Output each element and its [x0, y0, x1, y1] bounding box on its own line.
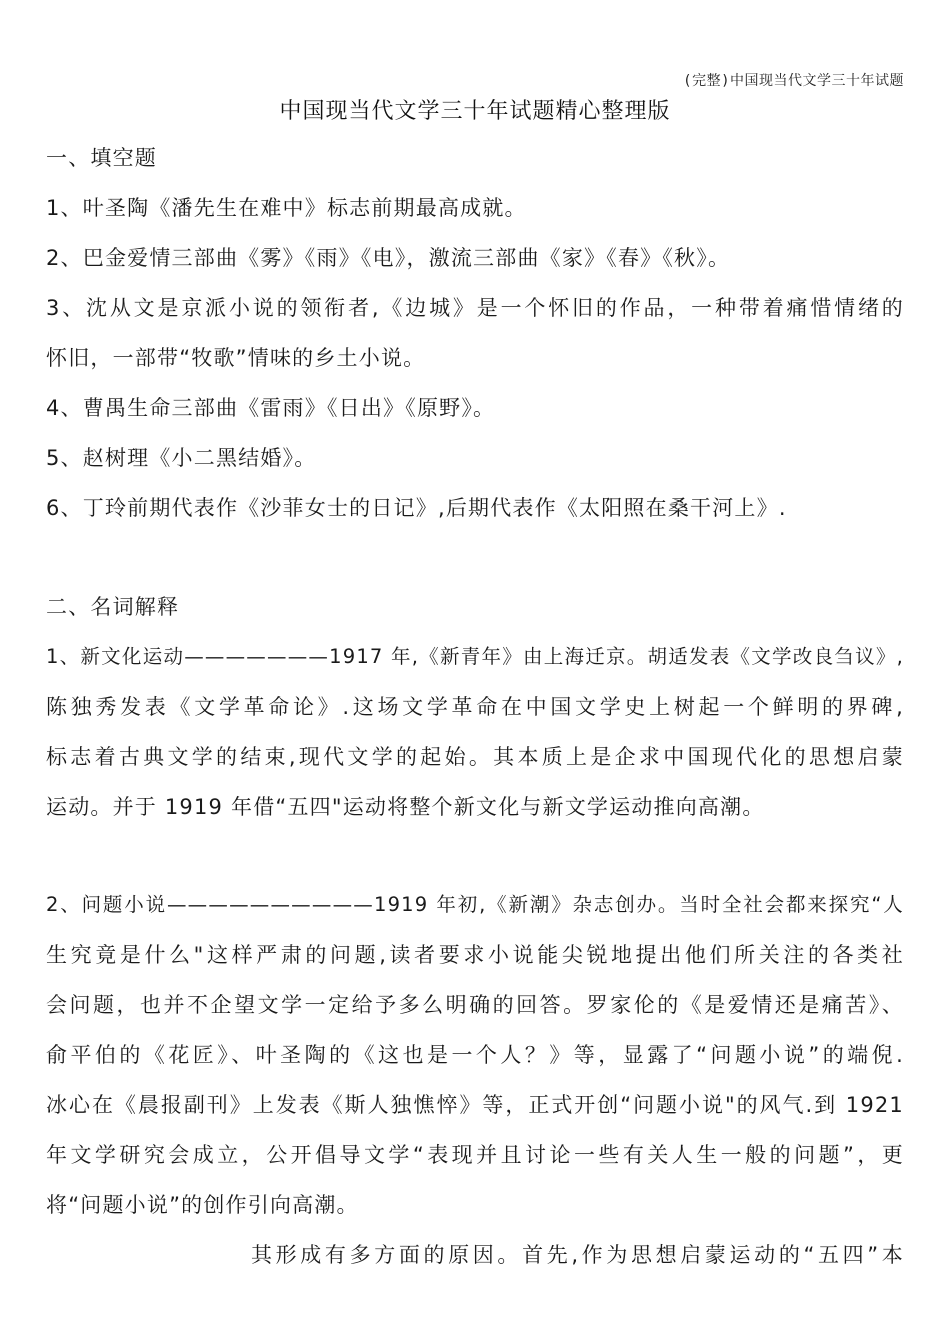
section-fill-in-blanks: [46, 133, 904, 533]
running-header: (完整)中国现当代文学三十年试题: [683, 73, 904, 89]
term-2-line-2: 生究竟是什么"这样严肃的问题,读者要求小说能尖锐地提出他们所关注的各类社: [46, 943, 904, 967]
term-1-line-3: 标志着古典文学的结束,现代文学的起始。其本质上是企求中国现代化的思想启蒙: [46, 745, 904, 769]
fill-item-3-line-2: 怀旧，一部带“牧歌”情味的乡土小说。: [46, 346, 426, 370]
section-term-explanation: [46, 582, 904, 832]
fill-item-4: 4、曹禺生命三部曲《雷雨》《日出》《原野》。: [46, 396, 496, 420]
term-2-line-7: 将“问题小说”的创作引向高潮。: [46, 1193, 359, 1217]
term-2-line-6: 年文学研究会成立，公开倡导文学“表现并且讨论一些有关人生一般的问题”，更: [46, 1143, 904, 1167]
term-1-line-2: 陈独秀发表《文学革命论》.这场文学革命在中国文学史上树起一个鲜明的界碑,: [46, 695, 904, 719]
term-2-line-3: 会问题，也并不企望文学一定给予多么明确的回答。罗家伦的《是爱情还是痛苦》、: [46, 993, 904, 1017]
term-2-paragraph: [46, 880, 904, 1280]
fill-item-3-line-1: 3、沈从文是京派小说的领衔者,《边城》是一个怀旧的作品，一种带着痛惜情绪的: [46, 296, 904, 320]
section-heading-term-explanation: 二、名词解释: [46, 595, 180, 619]
section-heading-fill-in-blanks: 一、填空题: [46, 146, 157, 170]
term-2-continuation: 其形成有多方面的原因。首先,作为思想启蒙运动的“五四”本: [251, 1243, 904, 1267]
document-title: 中国现当代文学三十年试题精心整理版: [279, 99, 671, 124]
term-2-line-1: 2、问题小说——————————1919 年初,《新潮》杂志创办。当时全社会都来探究“人: [46, 893, 904, 916]
term-1-line-4: 运动。并于 1919 年借“五四"运动将整个新文化与新文学运动推向高潮。: [46, 795, 765, 819]
term-2-line-4: 俞平伯的《花匠》、叶圣陶的《这也是一个人？》等，显露了“问题小说”的端倪.: [46, 1043, 904, 1067]
fill-item-6: 6、丁玲前期代表作《沙菲女士的日记》,后期代表作《太阳照在桑干河上》.: [46, 496, 787, 520]
fill-item-1: 1、叶圣陶《潘先生在难中》标志前期最高成就。: [46, 196, 527, 220]
fill-item-5: 5、赵树理《小二黑结婚》。: [46, 446, 317, 470]
fill-item-2: 2、巴金爱情三部曲《雾》《雨》《电》，激流三部曲《家》《春》《秋》。: [46, 246, 731, 270]
term-2-line-5: 冰心在《晨报副刊》上发表《斯人独憔悴》等，正式开创“问题小说"的风气.到 1921: [46, 1093, 904, 1117]
term-1-line-1: 1、新文化运动———————1917 年,《新青年》由上海迁京。胡适发表《文学改良刍议》,: [46, 645, 904, 668]
